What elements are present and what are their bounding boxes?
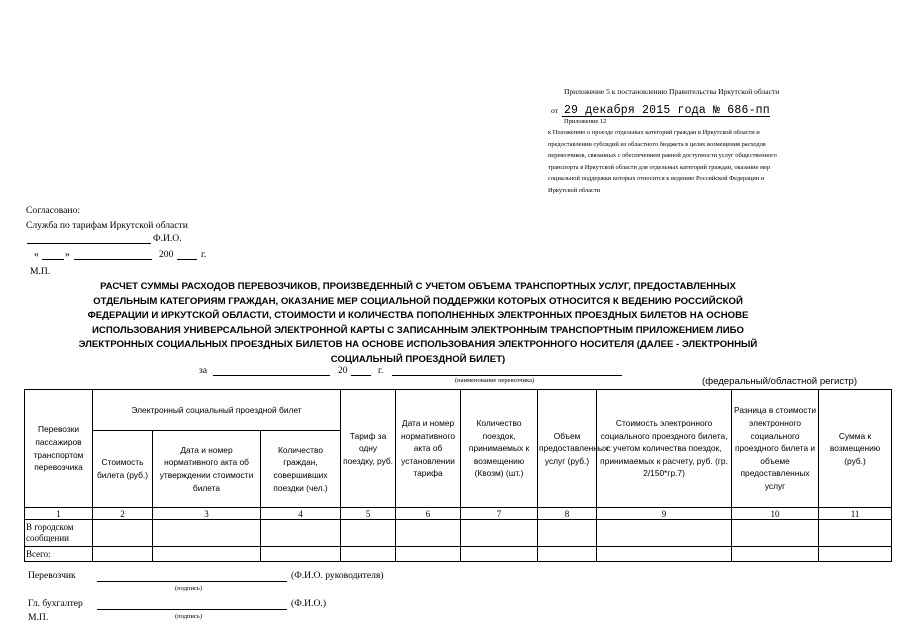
signature-carrier-label: Перевозчик [28,570,76,581]
approval-agreed: Согласовано: [26,205,81,216]
approval-year-suffix: г. [201,249,207,260]
signature-accountant-caption: (подпись) [175,613,202,620]
period-year-line [351,375,371,376]
period-period-line [213,375,330,376]
table-cell[interactable] [597,520,732,547]
header-ticket-group: Электронный социальный проездной билет [93,390,341,431]
col-num-9: 9 [597,508,732,520]
period-carrier-line [392,375,622,376]
approval-service: Служба по тарифам Иркутской области [26,220,188,231]
appendix-line-7: транспорта в Иркутской области для отдельных категорий граждан, оказание мер [548,163,771,171]
table-cell[interactable] [597,547,732,562]
table-cell[interactable] [732,520,819,547]
table-cell[interactable] [819,520,892,547]
table-cell[interactable] [396,547,461,562]
appendix-line-8: социальной поддержки которых относится к ведению Российской Федерации и [548,175,765,182]
table-cell[interactable] [341,520,396,547]
header-count-citizens: Количество граждан, совершивших поездки (чел.) [261,431,341,508]
table-cell[interactable] [396,520,461,547]
appendix-line-3: Приложение 12 [564,118,607,125]
col-num-3: 3 [153,508,261,520]
header-volume: Объем предоставленных услуг (руб.) [538,390,597,508]
table-cell[interactable] [261,547,341,562]
title-line-5: ЭЛЕКТРОННЫХ СОЦИАЛЬНЫХ ПРОЕЗДНЫХ БИЛЕТОВ НА ОСНОВЕ ИСПОЛЬЗОВАНИЯ ЭЛЕКТРОННОГО НОСИТЕЛЯ (ДАЛЕЕ - ЭЛЕКТРОННЫЙ [78,339,758,350]
table-cell[interactable] [93,520,153,547]
row-total-label: Всего: [25,547,93,562]
col-num-4: 4 [261,508,341,520]
col-num-2: 2 [93,508,153,520]
appendix-line-4: к Положению о проезде отдельных категорий граждан в Иркутской области и [548,129,760,136]
table-cell[interactable] [341,547,396,562]
table-cell[interactable] [261,520,341,547]
col-num-8: 8 [538,508,597,520]
signature-accountant-fio: (Ф.И.О.) [291,598,327,609]
table-cell[interactable] [153,520,261,547]
appendix-from-label: от [551,106,558,115]
approval-month-line [74,259,152,260]
col-num-7: 7 [461,508,538,520]
header-tariff: Тариф за одну поездку, руб. [341,390,396,508]
table-number-row [25,508,892,520]
col-num-6: 6 [396,508,461,520]
table-cell[interactable] [819,547,892,562]
signature-mp: М.П. [28,612,49,623]
table-row-total [25,547,892,562]
table-cell[interactable] [93,547,153,562]
signature-carrier-line [97,581,287,582]
approval-date-close: » [65,249,70,260]
signature-carrier-fio: (Ф.И.О. руководителя) [291,570,384,581]
col-num-10: 10 [732,508,819,520]
table-cell[interactable] [461,520,538,547]
col-num-5: 5 [341,508,396,520]
appendix-line-9: Иркутской области [548,186,601,194]
title-line-2: ОТДЕЛЬНЫМ КАТЕГОРИЯМ ГРАЖДАН, ОКАЗАНИЕ МЕР СОЦИАЛЬНОЙ ПОДДЕРЖКИ КОТОРЫХ ОТНОСИТСЯ К ВЕДЕНИЮ РОССИЙСКОЙ [93,295,743,307]
header-date-act: Дата и номер нормативного акта об установлении тарифа [396,390,461,508]
row-city-label: В городском сообщении [25,520,93,547]
appendix-line-6: перевозчиков, связанных с обеспечением равной доступности услуг общественного [548,152,777,159]
table-cell[interactable] [538,520,597,547]
table-cell[interactable] [732,547,819,562]
title-line-3: ФЕДЕРАЦИИ И ИРКУТСКОЙ ОБЛАСТИ, СТОИМОСТИ И КОЛИЧЕСТВА ПОПОЛНЕННЫХ ЭЛЕКТРОННЫХ ПРОЕЗДНЫХ БИЛЕТОВ НА ОСНОВЕ [87,310,749,321]
appendix-date: 29 декабря 2015 года № 686-пп [563,104,770,117]
title-line-6: СОЦИАЛЬНЫЙ ПРОЕЗДНОЙ БИЛЕТ) [330,353,506,365]
title-line-4: ИСПОЛЬЗОВАНИЯ УНИВЕРСАЛЬНОЙ ЭЛЕКТРОННОЙ КАРТЫ С ЗАПИСАННЫМ ЭЛЕКТРОННЫМ ТРАНСПОРТНЫМ ПРИЛОЖЕНИЕМ ЛИБО [92,324,744,336]
title-line-1: РАСЧЕТ СУММЫ РАСХОДОВ ПЕРЕВОЗЧИКОВ, ПРОИЗВЕДЕННЫЙ С УЧЕТОМ ОБЪЕМА ТРАНСПОРТНЫХ УСЛУГ, ПРЕДОСТАВЛЕННЫХ [100,281,736,292]
approval-date-open: « [34,249,39,260]
period-year-suffix: г. [378,365,384,376]
period-year: 20 [338,365,348,376]
header-sum: Сумма к возмещению (руб.) [819,390,892,508]
period-carrier-caption: (наименование перевозчика) [455,377,535,384]
table-cell[interactable] [538,547,597,562]
approval-mp: М.П. [30,266,51,277]
approval-fio: Ф.И.О. [153,233,182,244]
signature-accountant-label: Гл. бухгалтер [28,598,83,609]
approval-year-line [177,259,197,260]
header-transport: Перевозки пассажиров транспортом перевозчика [25,390,93,508]
period-register: (федеральный/областной регистр) [702,376,858,387]
appendix-line-1: Приложение 5 к постановлению Правительства Иркутской области [564,87,780,96]
col-num-11: 11 [819,508,892,520]
header-cost: Стоимость билета (руб.) [93,431,153,508]
appendix-line-5: предоставлении субсидий из областного бюджета в целях возмещения расходов [548,140,766,148]
table-row-city [25,520,892,547]
table-cell[interactable] [153,547,261,562]
header-act: Дата и номер нормативного акта об утверждении стоимости билета [153,431,261,508]
signature-accountant-line [97,609,287,610]
approval-day-line [42,259,64,260]
header-trips: Количество поездок, принимаемых к возмещению (Квозм) (шт.) [461,390,538,508]
calculation-table [24,389,892,562]
approval-sign-line [27,243,151,244]
period-for-label: за [199,365,208,376]
table-header-row-1 [25,390,892,431]
header-diff: Разница в стоимости электронного социального проездного билета и объеме предоставленных услуг [732,390,819,508]
table-cell[interactable] [461,547,538,562]
approval-year: 200 [159,249,174,260]
col-num-1: 1 [25,508,93,520]
signature-carrier-caption: (подпись) [175,585,202,592]
header-cost-ticket: Стоимость электронного социального проездного билета, с учетом количества поездок, принимаемых к расчету, руб. (гр. 2/150*гр.7) [597,390,732,508]
